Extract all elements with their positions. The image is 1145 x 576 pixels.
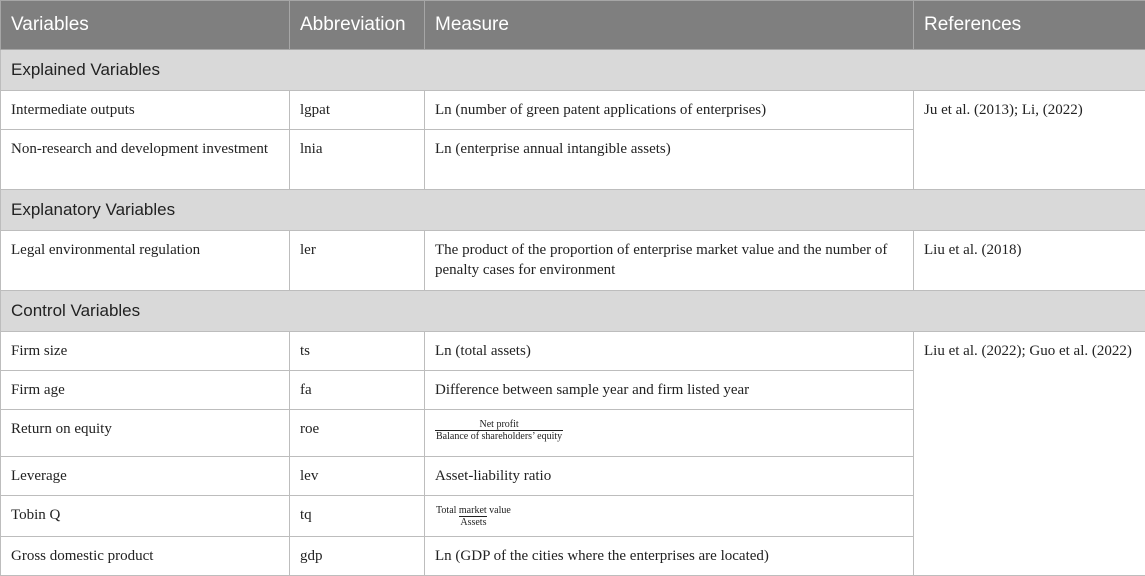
measure-cell: [425, 496, 914, 537]
variable-cell: Gross domestic product: [1, 537, 290, 576]
section-explained: Explained Variables: [1, 50, 1145, 91]
fraction-denominator: Balance of shareholders’ equity: [435, 430, 563, 442]
measure-cell: The product of the proportion of enterprise market value and the number of penalty cases for environment: [425, 231, 914, 291]
variable-cell: Legal environmental regulation: [1, 231, 290, 291]
abbreviation-cell: gdp: [290, 537, 425, 576]
header-row: [1, 1, 1145, 50]
fraction-numerator: Net profit: [479, 419, 520, 430]
measure-cell: Ln (number of green patent applications of enterprises): [425, 91, 914, 130]
references-cell: Liu et al. (2022); Guo et al. (2022): [914, 332, 1145, 576]
measure-cell: Ln (GDP of the cities where the enterprises are located): [425, 537, 914, 576]
measure-cell: Difference between sample year and firm listed year: [425, 371, 914, 410]
variable-cell: Firm age: [1, 371, 290, 410]
section-row: [1, 291, 1145, 332]
references-cell: Ju et al. (2013); Li, (2022): [914, 91, 1145, 190]
abbreviation-cell: lgpat: [290, 91, 425, 130]
fraction-formula: [435, 505, 512, 528]
measure-cell: [425, 410, 914, 457]
header-abbreviation: Abbreviation: [290, 1, 425, 50]
variable-cell: Return on equity: [1, 410, 290, 457]
fraction-formula: [435, 419, 563, 442]
variable-cell: Intermediate outputs: [1, 91, 290, 130]
abbreviation-cell: roe: [290, 410, 425, 457]
table-row: [1, 332, 1145, 371]
variable-cell: Tobin Q: [1, 496, 290, 537]
references-cell: Liu et al. (2018): [914, 231, 1145, 291]
table-row: [1, 231, 1145, 291]
header-references: References: [914, 1, 1145, 50]
section-row: [1, 190, 1145, 231]
variable-cell: Leverage: [1, 457, 290, 496]
abbreviation-cell: ler: [290, 231, 425, 291]
section-control: Control Variables: [1, 291, 1145, 332]
abbreviation-cell: tq: [290, 496, 425, 537]
header-variables: Variables: [1, 1, 290, 50]
header-measure: Measure: [425, 1, 914, 50]
abbreviation-cell: lev: [290, 457, 425, 496]
variable-cell: Firm size: [1, 332, 290, 371]
measure-cell: Asset-liability ratio: [425, 457, 914, 496]
measure-cell: Ln (enterprise annual intangible assets): [425, 130, 914, 190]
measure-cell: Ln (total assets): [425, 332, 914, 371]
section-explanatory: Explanatory Variables: [1, 190, 1145, 231]
abbreviation-cell: fa: [290, 371, 425, 410]
section-row: [1, 50, 1145, 91]
table-row: [1, 91, 1145, 130]
fraction-denominator: Assets: [459, 516, 487, 528]
variable-cell: Non-research and development investment: [1, 130, 290, 190]
fraction-numerator: Total market value: [435, 505, 512, 516]
abbreviation-cell: lnia: [290, 130, 425, 190]
abbreviation-cell: ts: [290, 332, 425, 371]
